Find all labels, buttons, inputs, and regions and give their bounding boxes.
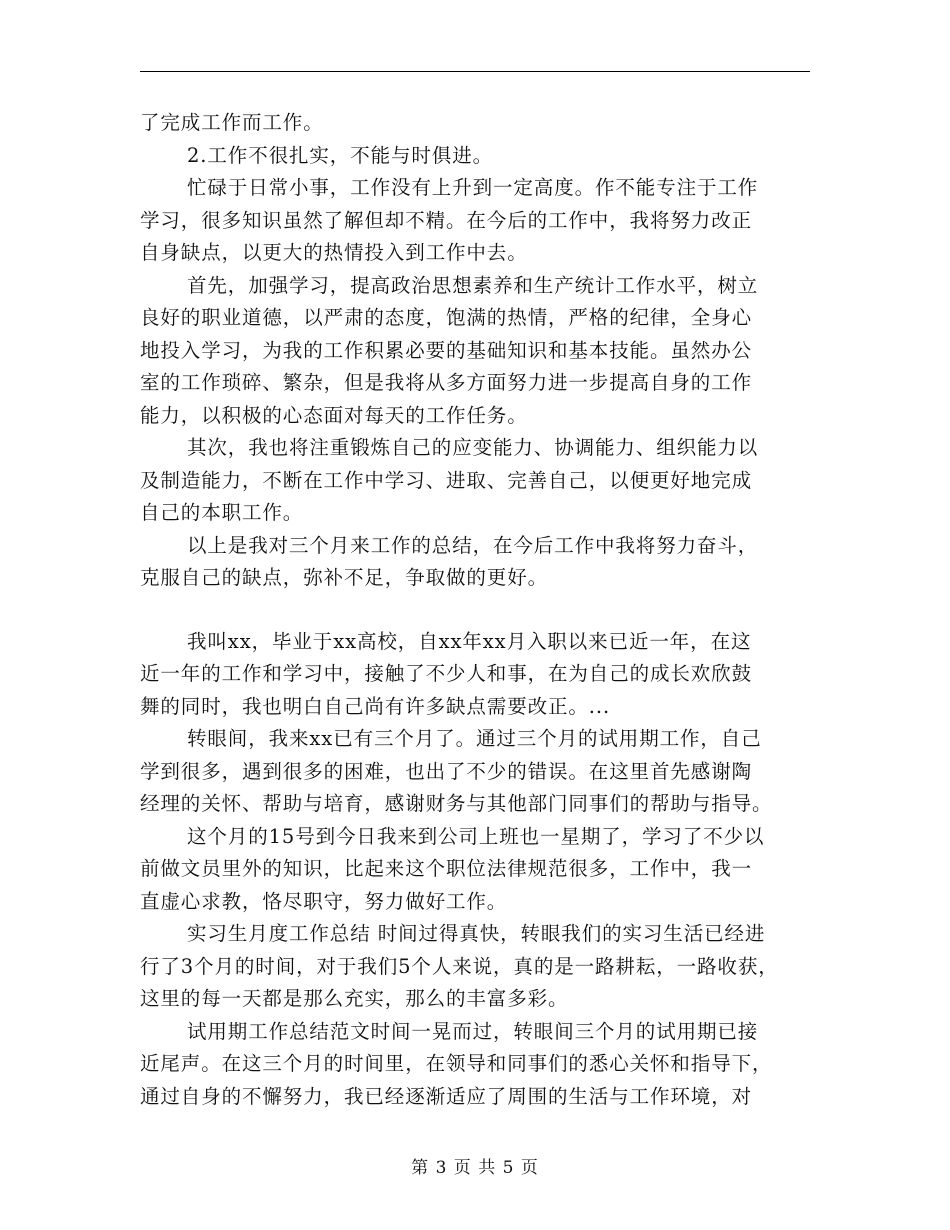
text-section-1 (140, 107, 820, 595)
text-line: 这个月的15号到今日我来到公司上班也一星期了，学习了不少以 (187, 824, 765, 848)
text-line: 通过自身的不懈努力，我已经逐渐适应了周围的生活与工作环境，对 (140, 1084, 753, 1108)
text-line: 克服自己的缺点，弥补不足，争取做的更好。 (140, 566, 549, 589)
text-line: 学习，很多知识虽然了解但却不精。在今后的工作中，我将努力改正 (140, 208, 753, 232)
page-number-footer: 第 3 页 共 5 页 (411, 1158, 539, 1178)
text-line: 及制造能力，不断在工作中学习、进取、完善自己，以便更好地完成 (140, 468, 753, 492)
text-line: 经理的关怀、帮助与培育，感谢财务与其他部门同事们的帮助与指导。 (140, 792, 773, 815)
text-line: 转眼间，我来xx已有三个月了。通过三个月的试用期工作，自己 (187, 727, 762, 750)
text-line: 自己的本职工作。 (140, 501, 304, 524)
text-line: 能力，以积极的心态面对每天的工作任务。 (140, 403, 528, 427)
text-line: 其次，我也将注重锻炼自己的应变能力、协调能力、组织能力以 (187, 436, 759, 459)
text-line: 忙碌于日常小事，工作没有上升到一定高度。作不能专注于工作 (187, 176, 759, 199)
document-body (140, 107, 820, 1113)
text-line: 行了3个月的时间，对于我们5个人来说，真的是一路耕耘，一路收获， (140, 954, 779, 978)
text-section-2 (140, 626, 820, 1114)
text-line: 地投入学习，为我的工作积累必要的基础知识和基本技能。虽然办公 (140, 338, 753, 362)
text-line: 近一年的工作和学习中，接触了不少人和事，在为自己的成长欢欣鼓 (140, 662, 753, 685)
text-line: 前做文员里外的知识，比起来这个职位法律规范很多，工作中，我一 (140, 857, 753, 880)
text-line: 自身缺点，以更大的热情投入到工作中去。 (140, 241, 528, 264)
text-line: 学到很多，遇到很多的困难，也出了不少的错误。在这里首先感谢陶 (140, 759, 753, 783)
text-line: 以上是我对三个月来工作的总结，在今后工作中我将努力奋斗， (187, 533, 759, 557)
text-line: 近尾声。在这三个月的时间里，在领导和同事们的悉心关怀和指导下， (140, 1052, 773, 1075)
text-line: 2.工作不很扎实，不能与时俱进。 (187, 143, 494, 167)
text-line: 直虚心求教，恪尽职守，努力做好工作。 (140, 889, 508, 913)
text-line: 舞的同时，我也明白自己尚有许多缺点需要改正。... (140, 694, 611, 718)
text-line: 实习生月度工作总结 时间过得真快，转眼我们的实习生活已经进 (187, 922, 766, 945)
text-line: 了完成工作而工作。 (140, 111, 324, 134)
paragraph-gap (140, 595, 820, 626)
text-line: 室的工作琐碎、繁杂，但是我将从多方面努力进一步提高自身的工作 (140, 371, 753, 394)
text-line: 试用期工作总结范文时间一晃而过，转眼间三个月的试用期已接 (187, 1019, 759, 1043)
text-line: 首先，加强学习，提高政治思想素养和生产统计工作水平，树立 (187, 273, 759, 297)
text-line: 这里的每一天都是那么充实，那么的丰富多彩。 (140, 987, 569, 1010)
text-line: 良好的职业道德，以严肃的态度，饱满的热情，严格的纪律，全身心 (140, 306, 753, 329)
text-line: 我叫xx，毕业于xx高校，自xx年xx月入职以来已近一年，在这 (187, 629, 752, 653)
header-rule (140, 71, 810, 72)
